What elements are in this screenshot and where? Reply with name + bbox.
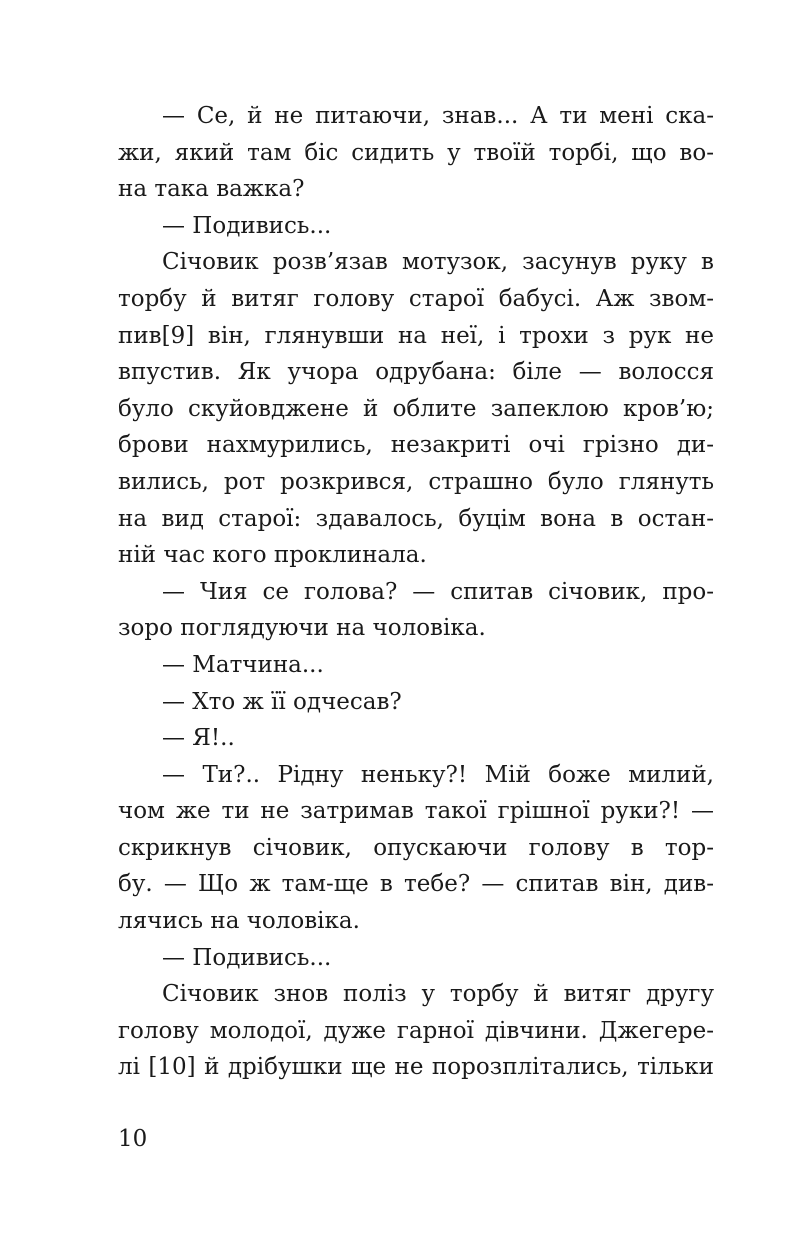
text-line: — Подивись... bbox=[162, 944, 332, 971]
text-line: на вид старої: здавалось, буцім вона в остан- bbox=[118, 505, 714, 532]
page-number: 10 bbox=[118, 1126, 148, 1152]
text-line: бу. — Що ж там-ще в тебе? — спитав він, див- bbox=[118, 871, 714, 898]
text-line: — Подивись... bbox=[162, 212, 332, 239]
text-line: було скуйовджене й облите запеклою кров’ю; bbox=[118, 395, 714, 422]
text-line: пив[9] він, глянувши на неї, і трохи з рук не bbox=[118, 322, 714, 349]
text-line: — Ти?.. Рідну неньку?! Мій боже милий, bbox=[162, 761, 714, 788]
text-line: зоро поглядуючи на чоловіка. bbox=[118, 615, 486, 642]
text-line: Січовик знов поліз у торбу й витяг другу bbox=[162, 981, 714, 1008]
text-line: брови нахмурились, незакриті очі грізно ди- bbox=[118, 432, 714, 459]
text-line: — Чия се голова? — спитав січовик, про- bbox=[162, 578, 714, 605]
text-line: вились, рот розкрився, страшно було глянуть bbox=[118, 468, 714, 495]
text-line: жи, який там біс сидить у твоїй торбі, що во- bbox=[118, 139, 714, 166]
text-line: Січовик розв’язав мотузок, засунув руку в bbox=[162, 249, 714, 276]
text-line: — Хто ж її одчесав? bbox=[162, 688, 402, 715]
text-line: чом же ти не затримав такої грішної руки?! — bbox=[118, 798, 714, 825]
page-body-text bbox=[118, 98, 714, 1086]
text-line: впустив. Як учора одрубана: біле — волосся bbox=[118, 359, 714, 386]
text-line: ній час кого проклинала. bbox=[118, 542, 427, 569]
text-line: на така важка? bbox=[118, 176, 305, 203]
text-line: лячись на чоловіка. bbox=[118, 908, 360, 935]
text-line: — Я!.. bbox=[162, 725, 235, 752]
text-line: торбу й витяг голову старої бабусі. Аж звом- bbox=[118, 285, 714, 312]
text-line: — Матчина... bbox=[162, 651, 324, 678]
text-line: — Се, й не питаючи, знав... А ти мені ска- bbox=[162, 103, 714, 129]
text-line: лі [10] й дрібушки ще не порозплітались, тільки bbox=[118, 1054, 714, 1081]
text-line: голову молодої, дуже гарної дівчини. Джегере- bbox=[118, 1017, 714, 1044]
text-line: скрикнув січовик, опускаючи голову в тор- bbox=[118, 834, 714, 861]
